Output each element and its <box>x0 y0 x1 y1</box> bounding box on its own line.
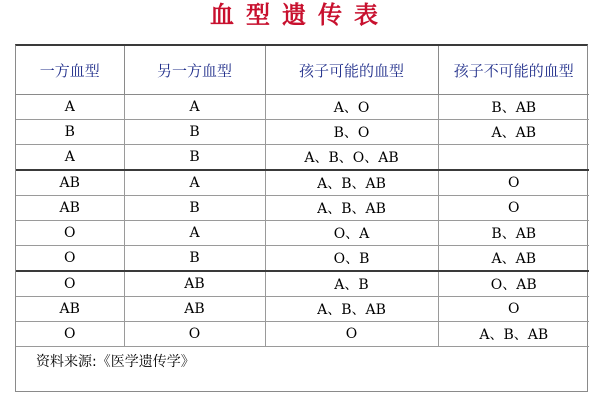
cell-parent-1: AB <box>16 196 124 221</box>
cell-parent-2: B <box>124 120 265 145</box>
table-row <box>16 221 589 246</box>
table-row <box>16 196 589 221</box>
cell-possible: A、B、AB <box>265 196 438 221</box>
cell-impossible: O <box>438 196 589 221</box>
cell-possible: O、B <box>265 246 438 272</box>
header-row <box>16 46 589 95</box>
cell-impossible: A、AB <box>438 246 589 272</box>
cell-impossible: A、B、AB <box>438 322 589 347</box>
cell-possible: A、B、AB <box>265 297 438 322</box>
cell-parent-1: AB <box>16 170 124 196</box>
page-title: 血型遗传表 <box>210 0 390 29</box>
cell-parent-2: B <box>124 196 265 221</box>
cell-parent-1: A <box>16 95 124 120</box>
cell-possible: O、A <box>265 221 438 246</box>
cell-parent-1: AB <box>16 297 124 322</box>
cell-impossible: O、AB <box>438 271 589 297</box>
table-row <box>16 95 589 120</box>
cell-parent-1: O <box>16 221 124 246</box>
cell-parent-2: B <box>124 145 265 171</box>
header-parent-1: 一方血型 <box>16 46 124 95</box>
cell-possible: B、O <box>265 120 438 145</box>
cell-parent-2: A <box>124 170 265 196</box>
header-possible-child: 孩子可能的血型 <box>265 46 438 95</box>
cell-possible: A、B、AB <box>265 170 438 196</box>
table-row <box>16 170 589 196</box>
cell-impossible: A、AB <box>438 120 589 145</box>
cell-parent-1: B <box>16 120 124 145</box>
cell-possible: O <box>265 322 438 347</box>
header-impossible-child: 孩子不可能的血型 <box>438 46 589 95</box>
blood-type-table <box>15 44 588 392</box>
cell-impossible: B、AB <box>438 95 589 120</box>
cell-possible: A、B、O、AB <box>265 145 438 171</box>
cell-parent-1: A <box>16 145 124 171</box>
cell-parent-1: O <box>16 322 124 347</box>
cell-impossible: B、AB <box>438 221 589 246</box>
table-row <box>16 145 589 171</box>
cell-parent-2: AB <box>124 297 265 322</box>
cell-parent-2: A <box>124 221 265 246</box>
cell-possible: A、B <box>265 271 438 297</box>
cell-parent-1: O <box>16 271 124 297</box>
cell-impossible: O <box>438 297 589 322</box>
cell-parent-2: B <box>124 246 265 272</box>
table-row <box>16 120 589 145</box>
cell-impossible: O <box>438 170 589 196</box>
table-row <box>16 246 589 272</box>
cell-impossible <box>438 145 589 171</box>
header-parent-2: 另一方血型 <box>124 46 265 95</box>
cell-parent-1: O <box>16 246 124 272</box>
source-note: 资料来源:《医学遗传学》 <box>36 354 195 370</box>
cell-parent-2: A <box>124 95 265 120</box>
cell-possible: A、O <box>265 95 438 120</box>
cell-parent-2: O <box>124 322 265 347</box>
table-row <box>16 297 589 322</box>
cell-parent-2: AB <box>124 271 265 297</box>
table-row <box>16 271 589 297</box>
